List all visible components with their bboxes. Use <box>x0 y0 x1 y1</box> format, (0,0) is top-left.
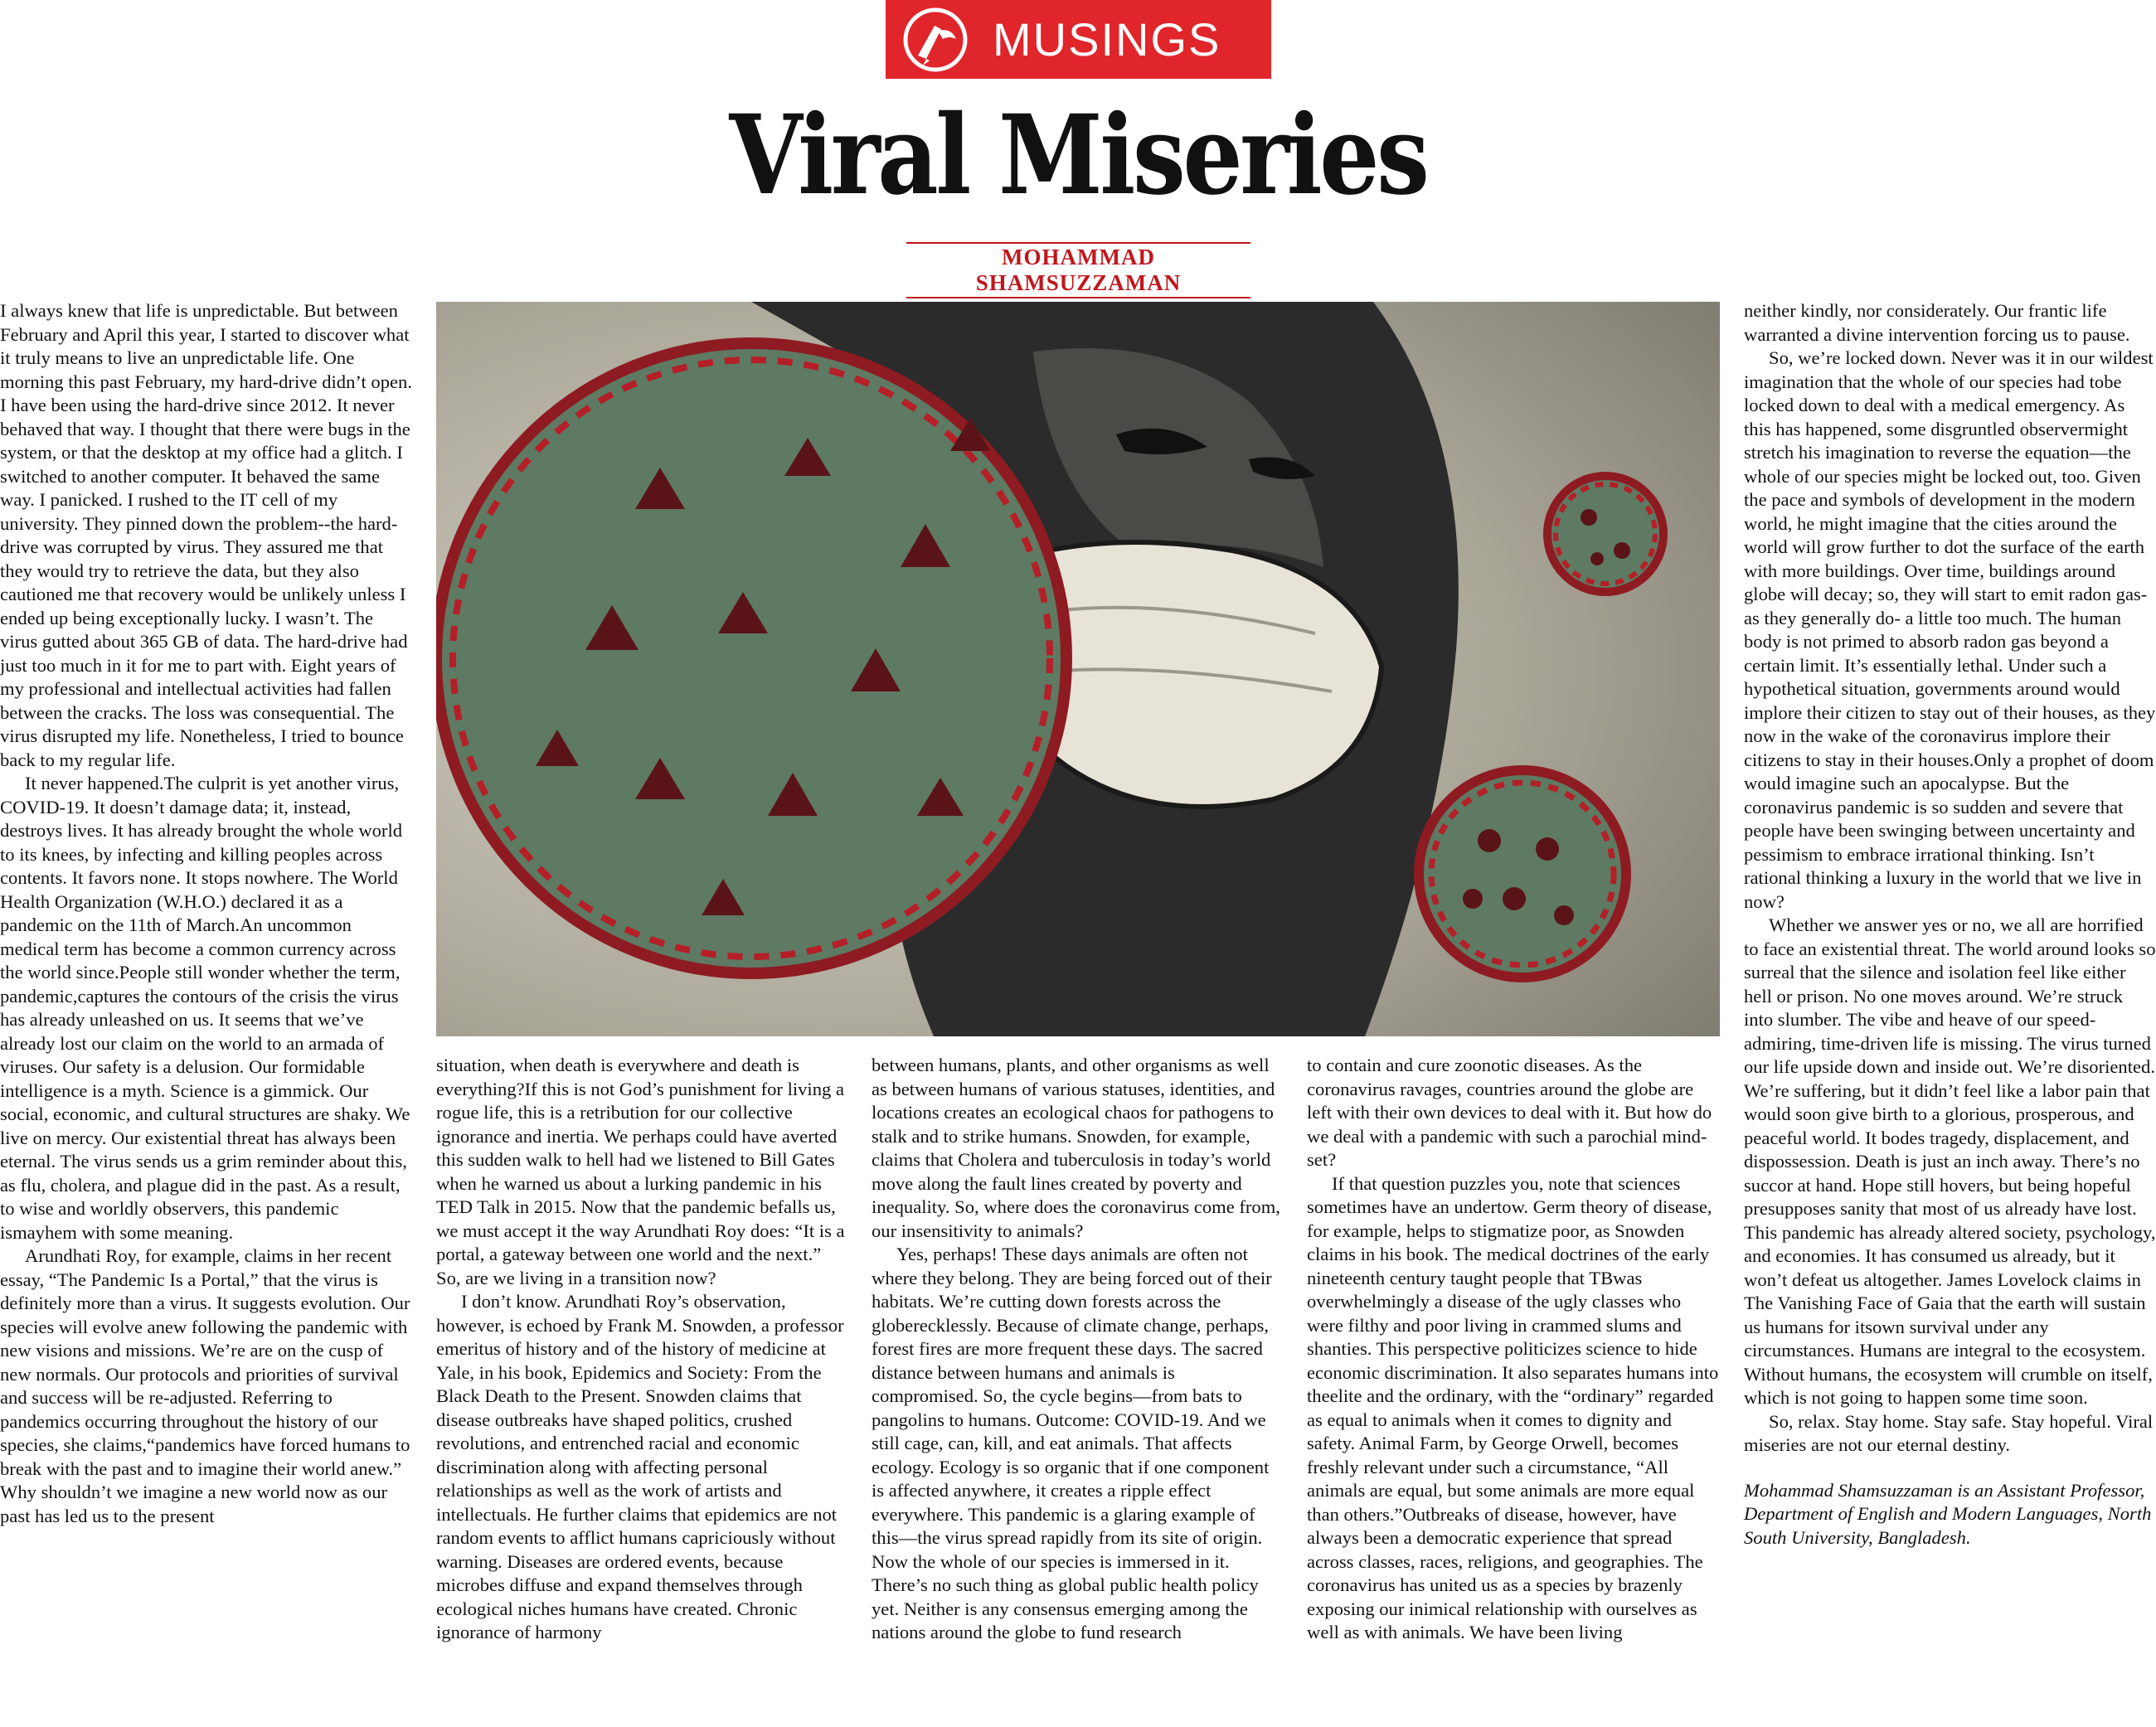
byline: MOHAMMAD SHAMSUZZAMAN <box>906 242 1250 298</box>
paragraph: It never happened.The culprit is yet another virus, COVID-19. It doesn’t damage data; it, instead, destroys lives. It has already brought the whole world to its knees, by infecting and killing peoples across contents. It favors none. It stops nowhere. The World Health Organization (W.H.O.) declared it as a pandemic on the 11th of March.An uncommon medical term has become a common currency across the world since.People still wonder whether the term, pandemic,captures the contours of the crisis the virus has already unleashed on us. It seems that we’ve already lost our claim on the world to an armada of viruses. Our safety is a delusion. Our formidable intelligence is a myth. Science is a gimmick. Our social, economic, and cultural structures are shaky. We live on mercy. Our existential threat has always been eternal. The virus sends us a grim reminder about this, as flu, cholera, and plague did in the past. As a result, to wise and worldly observers, this pandemic ismayhem with some meaning. <box>0 773 410 1243</box>
author-note: Mohammad Shamsuzzaman is an Assistant Professor, Department of English and Modern Languages, North South University, Bangladesh. <box>1744 1479 2152 1548</box>
article-column-3 <box>872 1054 1284 1645</box>
article-column-4 <box>1307 1054 1720 1645</box>
pen-hand-logo-icon <box>896 0 974 79</box>
paragraph: If that question puzzles you, note that sciences sometimes have an undertow. Germ theory of disease, for example, helps to stigmatize poor, as Snowden claims in his book. The medical doctrines of the early nineteenth century taught people that TBwas overwhelmingly a disease of the ugly classes who were filthy and poor living in crammed slums and shanties. This perspective politicizes science to hide economic discrimination. It also separates humans into theelite and the ordinary, with the “ordinary” regarded as equal to animals when it comes to dignity and safety. Animal Farm, by George Orwell, becomes freshly relevant under such a circumstance, “All animals are equal, but some animals are more equal than others.”Outbreaks of disease, however, have always been a democratic experience that spread across classes, races, religions, and geographies. The coronavirus has united us as a species by brazenly exposing our inimical relationship with ourselves as well as with animals. We have been living <box>1307 1172 1719 1642</box>
paragraph: I don’t know. Arundhati Roy’s observation, however, is echoed by Frank M. Snowden, a professor emeritus of history and of the history of medicine at Yale, in his book, Epidemics and Society: From the Black Death to the Present. Snowden claims that disease outbreaks have shaped politics, crushed revolutions, and entrenched racial and economic discrimination along with affecting personal relationships as well as the work of artists and intellectuals. He further claims that epidemics are not random events to afflict humans capriciously without warning. Diseases are ordered events, because microbes diffuse and expand themselves through ecological niches humans have created. Chronic ignorance of harmony <box>436 1291 844 1642</box>
section-label: MUSINGS <box>993 13 1221 65</box>
article-column-1 <box>0 299 412 1528</box>
paragraph: neither kindly, nor considerately. Our frantic life warranted a divine intervention forcing us to pause. <box>1744 300 2130 345</box>
paragraph: So, relax. Stay home. Stay safe. Stay hopeful. Viral miseries are not our eternal destiny. <box>1744 1410 2154 1455</box>
article-column-5 <box>1744 299 2156 1550</box>
article-column-2 <box>436 1054 849 1645</box>
article-illustration <box>436 302 1720 1036</box>
paragraph: situation, when death is everywhere and death is everything?If this is not God’s punishment for living a rogue life, this is a retribution for our collective ignorance and inertia. We perhaps could have averted this sudden walk to hell had we listened to Bill Gates when he warned us about a lurking pandemic in his TED Talk in 2015. Now that the pandemic befalls us, we must accept it the way Arundhati Roy does: “It is a portal, a gateway between one world and the next.” So, are we living in a transition now? <box>436 1055 845 1288</box>
paragraph: between humans, plants, and other organisms as well as between humans of various statuses, identities, and locations creates an ecological chaos for pathogens to stalk and to strike humans. Snowden, for example, claims that Cholera and tuberculosis in today’s world move along the fault lines created by poverty and inequality. So, where does the coronavirus come from, our insensitivity to animals? <box>872 1055 1280 1241</box>
paragraph: to contain and cure zoonotic diseases. As the coronavirus ravages, countries around the globe are left with their own devices to deal with it. But how do we deal with a pandemic with such a parochial mind-set? <box>1307 1055 1712 1170</box>
section-badge <box>886 0 1271 79</box>
paragraph: Arundhati Roy, for example, claims in her recent essay, “The Pandemic Is a Portal,” that the virus is definitely more than a virus. It suggests evolution. Our species will evolve anew following the pandemic with new visions and missions. We’re are on the cusp of new normals. Our protocols and priorities of survival and success will be re-adjusted. Referring to pandemics occurring throughout the history of our species, she claims,“pandemics have forced humans to break with the past and to imagine their world anew.” Why shouldn’t we imagine a new world now as our past has led us to the present <box>0 1245 410 1526</box>
paragraph: Whether we answer yes or no, we all are horrified to face an existential threat. The world around looks so surreal that the silence and isolation feel like either hell or prison. No one moves around. We’re struck into slumber. The vibe and heave of our speed-admiring, time-driven life is missing. The virus turned our life upside down and inside out. We’re disoriented. We’re suffering, but it didn’t feel like a labor pain that would soon give birth to a glorious, prosperous, and peaceful world. It bodes tragedy, displacement, and dispossession. Death is just an inch away. There’s no succor at hand. Hope still hovers, but being hopeful presupposes sanity that most of us already have lost. This pandemic has already altered society, psychology, and economies. It has consumed us already, but it won’t defeat us altogether. James Lovelock claims in The Vanishing Face of Gaia that the earth will sustain us humans for itsown survival under any circumstances. Humans are integral to the ecosystem. Without humans, the ecosystem will crumble on itself, which is not going to happen some time soon. <box>1744 914 2156 1408</box>
paragraph: Yes, perhaps! These days animals are often not where they belong. They are being forced out of their habitats. We’re cutting down forests across the globerecklessly. Because of climate change, perhaps, forest fires are more frequent these days. The sacred distance between humans and animals is compromised. So, the cycle begins—from bats to pangolins to humans. Outcome: COVID-19. And we still cage, can, kill, and eat animals. That affects ecology. Ecology is so organic that if one component is affected anywhere, it creates a ripple effect everywhere. This pandemic is a glaring example of this—the virus spread rapidly from its site of origin. Now the whole of our species is immersed in it. There’s no such thing as global public health policy yet. Neither is any consensus emerging among the nations around the globe to fund research <box>872 1244 1272 1642</box>
paragraph: I always knew that life is unpredictable. But between February and April this year, I started to discover what it truly means to live an unpredictable life. One morning this past February, my hard-drive didn’t open. I have been using the hard-drive since 2012. It never behaved that way. I thought that there were bugs in the system, or that the desktop at my office had a glitch. I switched to another computer. It behaved the same way. I panicked. I rushed to the IT cell of my university. They pinned down the problem--the hard-drive was corrupted by virus. They assured me that they would try to retrieve the data, but they also cautioned me that recovery would be unlikely unless I ended up being exceptionally lucky. I wasn’t. The virus gutted about 365 GB of data. The hard-drive had just too much in it for me to part with. Eight years of my professional and intellectual activities had fallen between the cracks. The loss was consequential. The virus disrupted my life. Nonetheless, I tried to bounce back to my regular life. <box>0 300 412 770</box>
paragraph: So, we’re locked down. Never was it in our wildest imagination that the whole of our species had tobe locked down to deal with a medical emergency. As this has happened, some disgruntled observermight stretch his imagination to reverse the equation—the whole of our species might be locked out, too. Given the pace and symbols of development in the modern world, he might imagine that the cities around the world will grow further to dot the surface of the earth with more buildings. Over time, buildings around globe will decay; so, they will start to emit radon gas-as they generally do- a little too much. The human body is not primed to absorb radon gas beyond a certain limit. It’s essentially lethal. Under such a hypothetical situation, governments around would implore their citizen to stay out of their houses, as they now in the wake of the coronavirus implore their citizens to stay in their houses.Only a prophet of doom would imagine such an apocalypse. But the coronavirus pandemic is so sudden and severe that people have been swinging between uncertainty and pessimism to embrace irrational thinking. Isn’t rational thinking a luxury in the world that we live in now? <box>1744 347 2156 912</box>
article-headline: Viral Miseries <box>729 91 1427 220</box>
